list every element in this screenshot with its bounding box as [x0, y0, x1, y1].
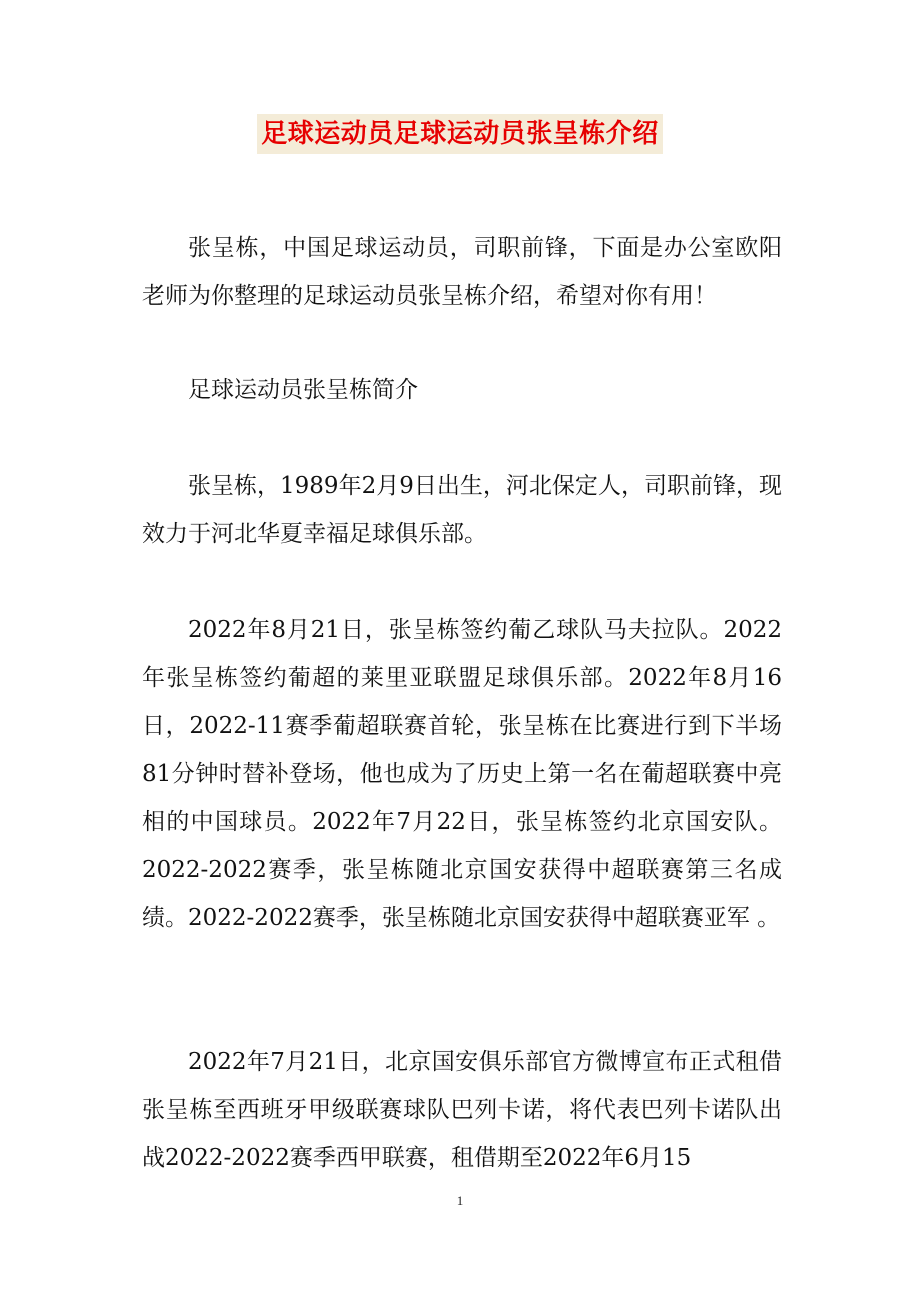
page-number: 1: [456, 1193, 464, 1208]
title-container: [0, 114, 920, 154]
paragraph-loan: 2022年7月21日，北京国安俱乐部官方微博宣布正式租借张呈栋至西班牙甲级联赛球队巴列卡诺，将代表巴列卡诺队出战2022-2022赛季西甲联赛，租借期至2022年6月15: [142, 1049, 782, 1171]
document-title: 足球运动员足球运动员张呈栋介绍: [257, 114, 663, 154]
paragraph-section-heading: 足球运动员张呈栋简介: [188, 377, 418, 403]
paragraph-profile: 张呈栋，1989年2月9日出生，河北保定人，司职前锋，现效力于河北华夏幸福足球俱乐部。: [142, 473, 782, 547]
paragraph-career: 2022年8月21日，张呈栋签约葡乙球队马夫拉队。2022年张呈栋签约葡超的莱里亚联盟足球俱乐部。2022年8月16日，2022-11赛季葡超联赛首轮，张呈栋在比赛进行到下半场81分钟时替补登场，他也成为了历史上第一名在葡超联赛中亮相的中国球员。2022年7月22日，张呈栋签约北京国安队。2022-2022赛季，张呈栋随北京国安获得中超联赛第三名成绩。2022-2022赛季，张呈栋随北京国安获得中超联赛亚军 。: [142, 617, 782, 931]
paragraph-intro: 张呈栋，中国足球运动员，司职前锋，下面是办公室欧阳老师为你整理的足球运动员张呈栋介绍，希望对你有用！: [142, 235, 782, 309]
